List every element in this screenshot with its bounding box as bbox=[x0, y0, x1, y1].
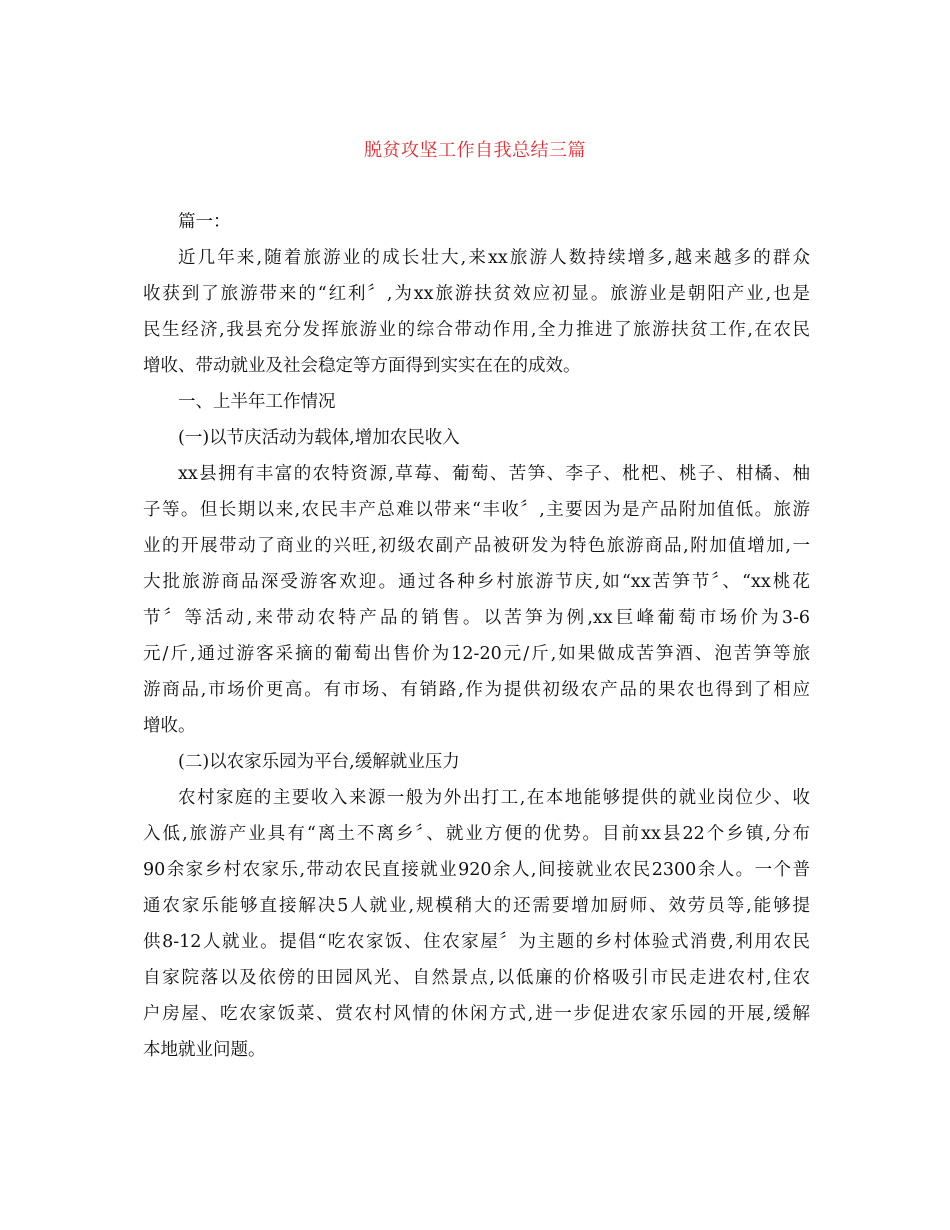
text-line: 增收、带动就业及社会稳定等方面得到实实在在的成效。 bbox=[143, 356, 581, 376]
text-line: 本地就业问题。 bbox=[143, 1040, 266, 1060]
text-line: 农村家庭的主要收入来源一般为外出打工,在本地能够提供的就业岗位少、收 bbox=[178, 788, 810, 808]
text-line: 节〞等活动,来带动农特产品的销售。以苦笋为例,xx巨峰葡萄市场价为3-6 bbox=[143, 608, 810, 628]
text-line: (一)以节庆活动为载体,增加农民收入 bbox=[178, 428, 460, 448]
paragraph bbox=[143, 456, 810, 744]
text-line: 元/斤,通过游客采摘的葡萄出售价为12-20元/斤,如果做成苦笋酒、泡苦笋等旅 bbox=[143, 644, 810, 664]
text-line: 一、上半年工作情况 bbox=[178, 392, 336, 412]
document-body bbox=[143, 204, 810, 1068]
text-line: 户房屋、吃农家饭菜、赏农村风情的休闲方式,进一步促进农家乐园的开展,缓解 bbox=[143, 1004, 810, 1024]
document-title: 脱贫攻坚工作自我总结三篇 bbox=[364, 140, 586, 161]
text-line: 篇一： bbox=[178, 212, 231, 232]
section-heading bbox=[143, 420, 810, 456]
text-line: (二)以农家乐园为平台,缓解就业压力 bbox=[178, 752, 460, 772]
section-heading bbox=[143, 744, 810, 780]
section-heading bbox=[143, 384, 810, 420]
paragraph bbox=[143, 240, 810, 384]
text-line: xx县拥有丰富的农特资源,草莓、葡萄、苦笋、李子、枇杷、桃子、柑橘、柚 bbox=[178, 464, 810, 484]
text-line: 90余家乡村农家乐,带动农民直接就业920余人,间接就业农民2300余人。一个普 bbox=[143, 860, 810, 880]
text-line: 民生经济,我县充分发挥旅游业的综合带动作用,全力推进了旅游扶贫工作,在农民 bbox=[143, 320, 810, 340]
paragraph bbox=[143, 780, 810, 1068]
text-line: 供8-12人就业。提倡“吃农家饭、住农家屋〞为主题的乡村体验式消费,利用农民 bbox=[143, 932, 810, 952]
text-line: 大批旅游商品深受游客欢迎。通过各种乡村旅游节庆,如“xx苦笋节〞、“xx桃花 bbox=[143, 572, 810, 592]
text-line: 近几年来,随着旅游业的成长壮大,来xx旅游人数持续增多,越来越多的群众 bbox=[178, 248, 810, 268]
text-line: 入低,旅游产业具有“离土不离乡〞、就业方便的优势。目前xx县22个乡镇,分布 bbox=[143, 824, 810, 844]
text-line: 自家院落以及依傍的田园风光、自然景点,以低廉的价格吸引市民走进农村,住农 bbox=[143, 968, 810, 988]
text-line: 收获到了旅游带来的“红利〞,为xx旅游扶贫效应初显。旅游业是朝阳产业,也是 bbox=[143, 284, 810, 304]
text-line: 子等。但长期以来,农民丰产总难以带来“丰收〞,主要因为是产品附加值低。旅游 bbox=[143, 500, 810, 520]
text-line: 业的开展带动了商业的兴旺,初级农副产品被研发为特色旅游商品,附加值增加,一 bbox=[143, 536, 810, 556]
text-line: 通农家乐能够直接解决5人就业,规模稍大的还需要增加厨师、效劳员等,能够提 bbox=[143, 896, 810, 916]
text-line: 增收。 bbox=[143, 716, 196, 736]
text-line: 游商品,市场价更高。有市场、有销路,作为提供初级农产品的果农也得到了相应 bbox=[143, 680, 810, 700]
section-heading bbox=[143, 204, 810, 240]
